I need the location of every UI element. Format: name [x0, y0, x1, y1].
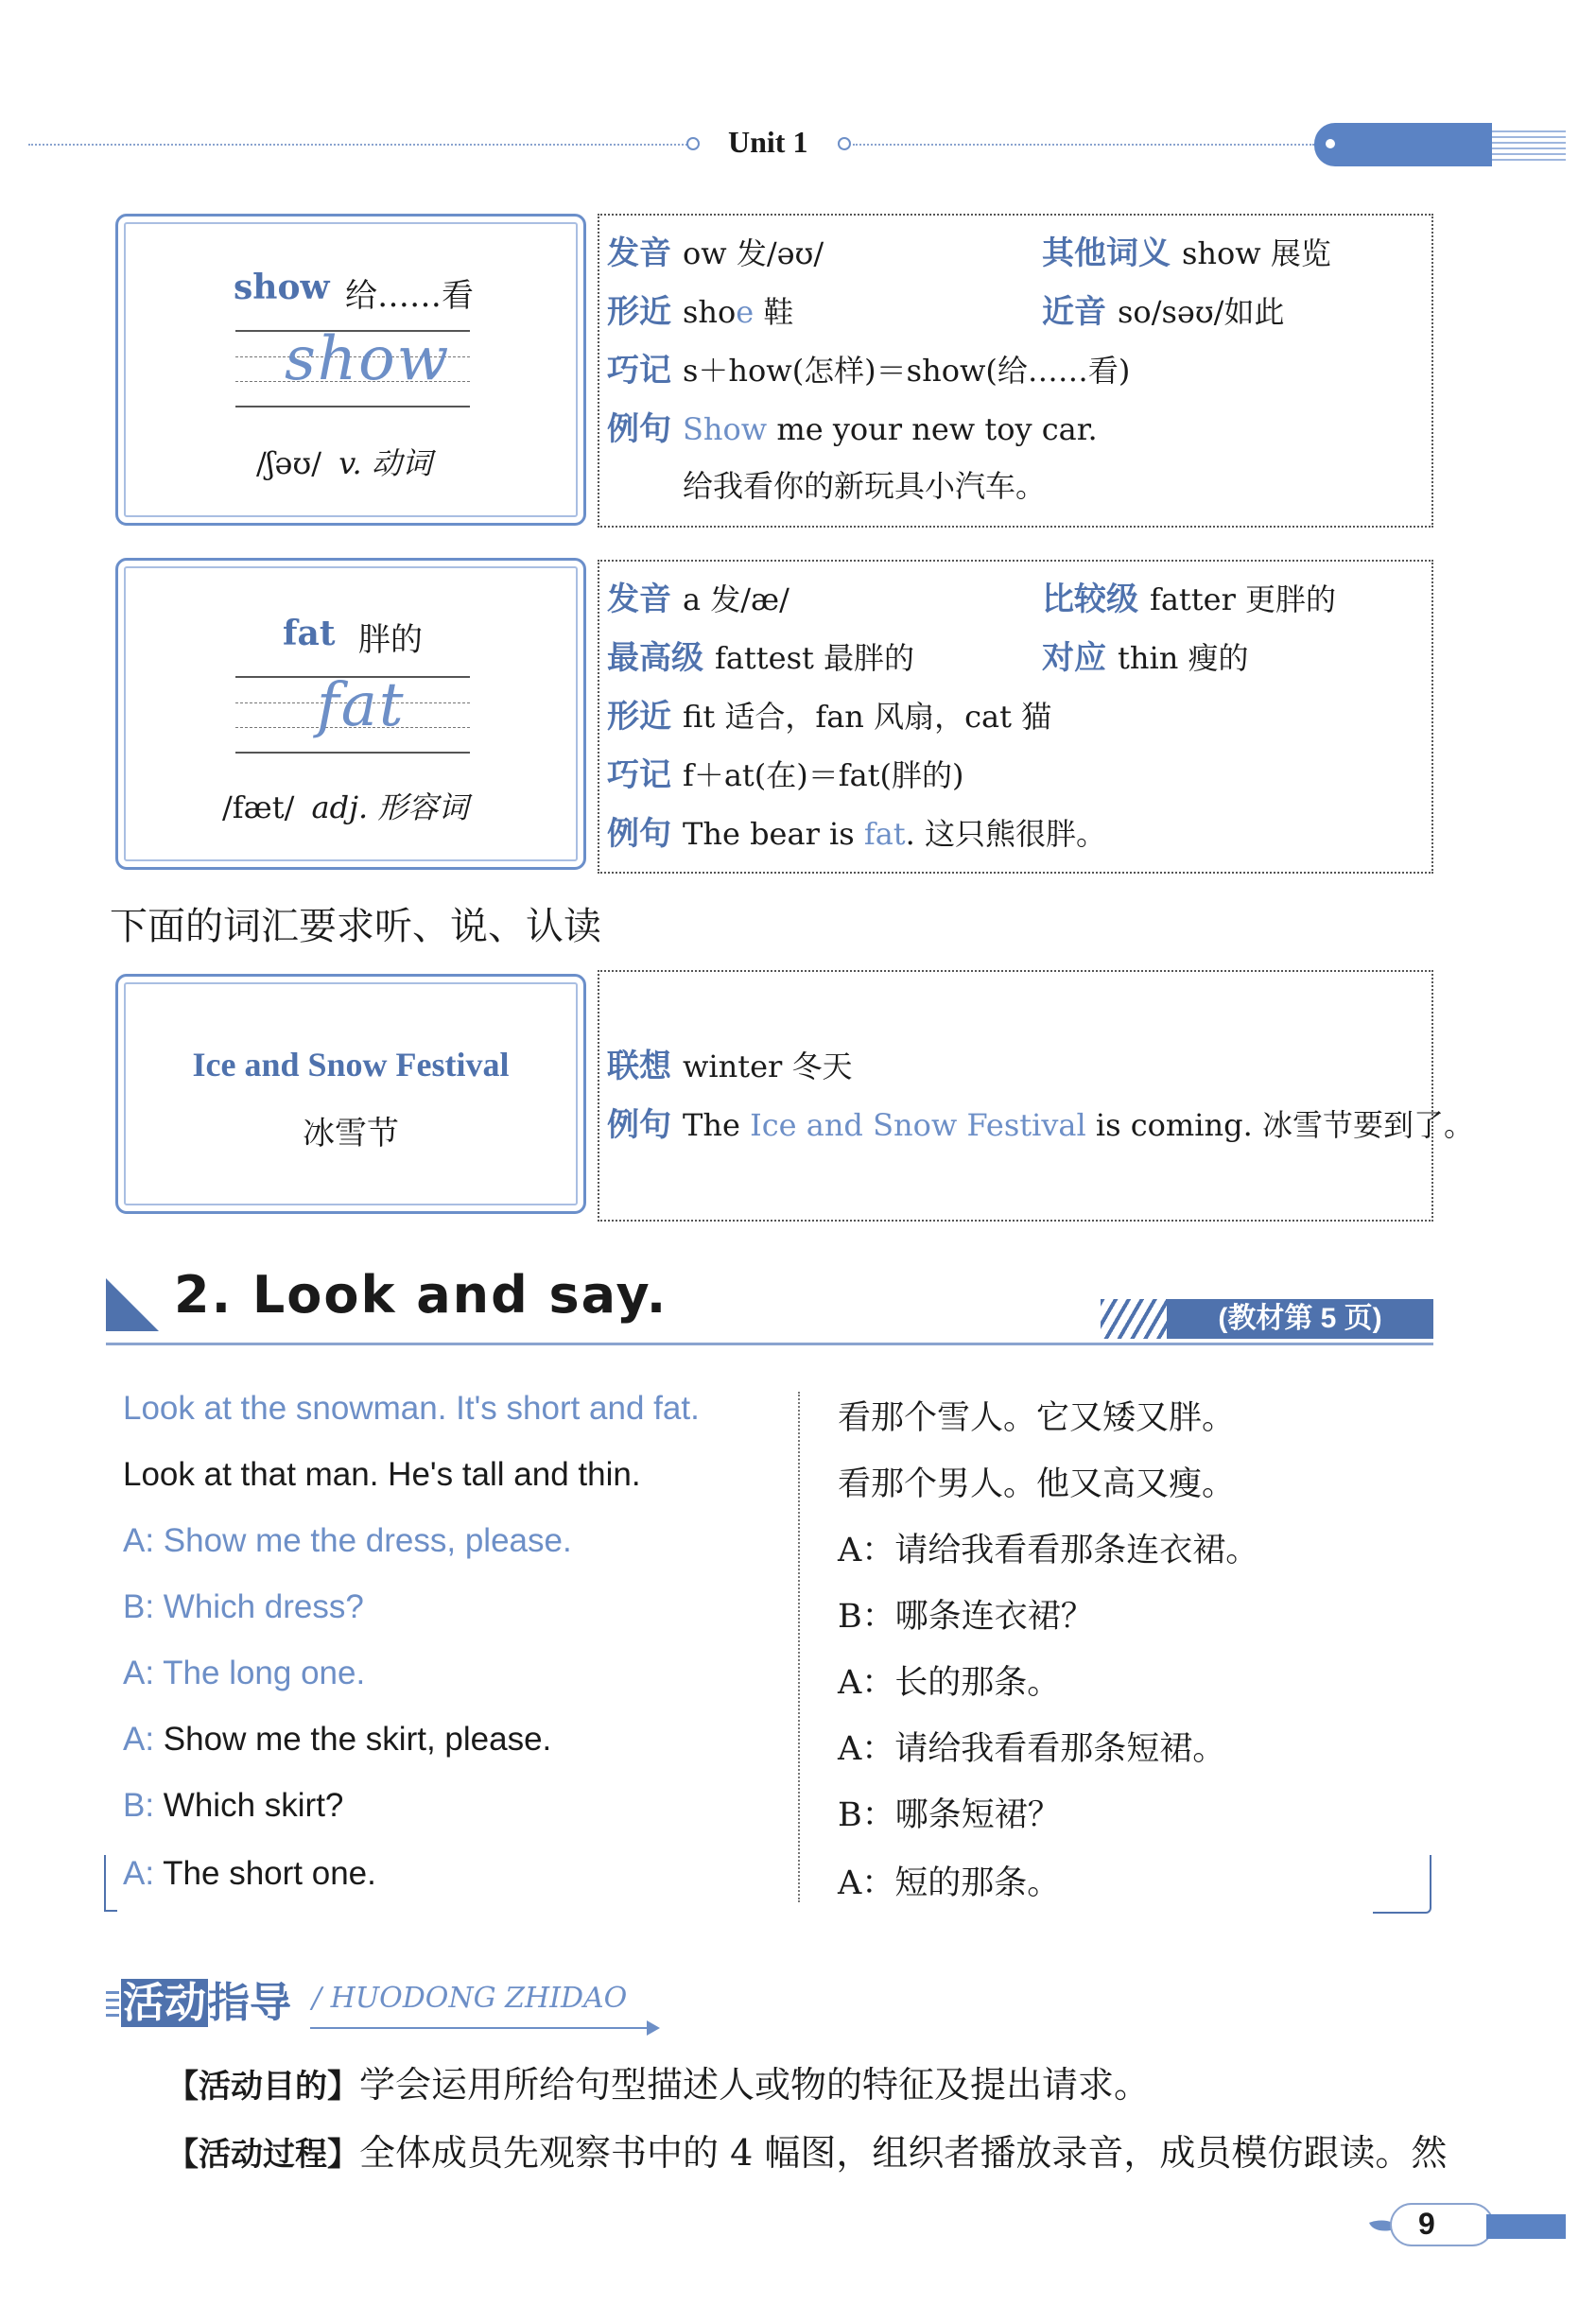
liju-rest: me your new toy car.	[767, 411, 1098, 447]
label-duiying: 对应	[1042, 640, 1106, 676]
section-badge: (教材第 5 页)	[1167, 1299, 1433, 1339]
liju-pre: The bear is	[683, 816, 864, 852]
dialogue-en-2: Look at that man. He's tall and thin.	[123, 1456, 641, 1493]
label-xingjin: 形近	[607, 294, 671, 330]
dialogue-divider	[798, 1392, 800, 1902]
goal-text: 学会运用所给句型描述人或物的特征及提出请求。	[359, 2064, 1151, 2106]
detail-row-other	[1042, 234, 1331, 272]
value-zuigao: fattest 最胖的	[715, 640, 915, 676]
label-other: 其他词义	[1042, 235, 1171, 271]
label-zuigao: 最高级	[607, 640, 703, 676]
dialogue-zh-2: 看那个男人。他又高又瘦。	[838, 1465, 1236, 1503]
header-tab	[1314, 123, 1492, 166]
arrow-head-icon	[647, 2020, 660, 2036]
card-meaning: 给……看	[345, 277, 474, 315]
value-bijiao: fatter 更胖的	[1150, 581, 1337, 617]
word-card-show	[115, 214, 586, 526]
phrase-cn: 冰雪节	[303, 1115, 399, 1153]
speaker: A:	[123, 1721, 155, 1758]
bracket-left	[104, 1855, 117, 1912]
value-fayin: ow 发/əʊ/	[683, 235, 824, 271]
detail-row-liju-cn: 给我看你的新玩具小汽车。	[683, 468, 1047, 504]
section-title: 2. Look and say.	[174, 1265, 668, 1325]
word-detail-show	[598, 214, 1433, 528]
listen-note: 下面的词汇要求听、说、认读	[110, 905, 601, 948]
detail-row-xingjin	[607, 293, 793, 331]
section-badge-stripes	[1101, 1299, 1167, 1339]
label-liju: 例句	[607, 1107, 671, 1143]
liju-highlight: fat	[863, 816, 906, 852]
label-bijiao: 比较级	[1042, 581, 1138, 617]
label-lianxiang: 联想	[607, 1049, 671, 1084]
part-of-speech: v. 动词	[338, 445, 432, 481]
activity-process	[166, 2124, 1447, 2176]
liju-pre: The	[683, 1107, 751, 1143]
dialogue-en-4: B: Which dress?	[123, 1588, 364, 1625]
liju-highlight: Show	[683, 411, 768, 447]
activity-title	[121, 1968, 291, 2029]
part-of-speech: adj. 形容词	[311, 789, 469, 825]
handwriting-word: fat	[317, 670, 406, 740]
label-liju: 例句	[607, 411, 671, 447]
dialogue-zh-8: A：短的那条。	[838, 1864, 1061, 1902]
phonetic: /fæt/	[222, 789, 295, 825]
detail-row-liju	[607, 815, 1106, 853]
bracket-right	[1373, 1855, 1431, 1914]
card-phonetic	[256, 440, 432, 483]
value-xingjin: fit 适合，fan 风扇，cat 猫	[683, 699, 1052, 735]
phonetic: /ʃəʊ/	[256, 445, 322, 481]
value-xingjin-hl: e	[736, 294, 755, 330]
process-label: 【活动过程】	[166, 2136, 359, 2174]
detail-row-qiaoji	[607, 756, 964, 794]
activity-subtitle-text: HUODONG ZHIDAO	[330, 1982, 628, 2015]
card-word: show	[234, 268, 330, 307]
activity-goal	[166, 2055, 1150, 2107]
label-fayin: 发音	[607, 581, 671, 617]
card-phonetic	[222, 784, 468, 827]
header-rule-right	[853, 144, 1314, 146]
word-card-fat	[115, 558, 586, 870]
label-fayin: 发音	[607, 235, 671, 271]
value-jinyin: so/səʊ/如此	[1118, 294, 1285, 330]
header-circle-right	[838, 137, 851, 150]
value-qiaoji: f＋at(在)＝fat(胖的)	[683, 757, 964, 793]
process-text: 全体成员先观察书中的 4 幅图，组织者播放录音，成员模仿跟读。然	[359, 2132, 1448, 2174]
activity-arrow-line	[310, 2027, 651, 2029]
phrase-en: Ice and Snow Festival	[192, 1046, 510, 1083]
page-number: 9	[1418, 2207, 1435, 2241]
value-fayin: a 发/æ/	[683, 581, 789, 617]
value-xingjin-pre: sho	[683, 294, 737, 330]
handwriting-word: show	[285, 324, 451, 394]
detail-row-lianxiang	[607, 1048, 853, 1085]
detail-row-qiaoji	[607, 352, 1130, 390]
activity-title-highlight: 活动	[123, 1979, 206, 2027]
section-underline	[106, 1343, 1433, 1345]
detail-row-zuigao	[607, 639, 914, 677]
handwriting-lines	[235, 670, 470, 754]
activity-subtitle: / HUODONG ZHIDAO	[312, 1982, 628, 2015]
value-lianxiang: winter 冬天	[683, 1049, 853, 1084]
dialogue-en-1: Look at the snowman. It's short and fat.	[123, 1390, 700, 1427]
detail-row-fayin	[607, 581, 789, 618]
dialogue-zh-5: A：长的那条。	[838, 1664, 1061, 1702]
detail-row-duiying	[1042, 639, 1249, 677]
label-liju: 例句	[607, 816, 671, 852]
label-qiaoji: 巧记	[607, 353, 671, 389]
dialogue-zh-3: A：请给我看看那条连衣裙。	[838, 1532, 1259, 1569]
dialogue-zh-1: 看那个雪人。它又矮又胖。	[838, 1399, 1236, 1437]
line: Which skirt?	[154, 1787, 344, 1824]
liju-post: . 这只熊很胖。	[905, 816, 1106, 852]
card-meaning: 胖的	[358, 621, 423, 659]
dialogue-zh-4: B：哪条连衣裙？	[838, 1598, 1094, 1636]
detail-row-bijiao	[1042, 581, 1336, 618]
speaker: B:	[123, 1787, 155, 1824]
unit-title: Unit 1	[728, 125, 808, 159]
phrase-card	[115, 974, 586, 1214]
detail-row-liju	[607, 410, 1098, 448]
liju-post: is coming. 冰雪节要到了。	[1085, 1107, 1474, 1143]
dialogue-en-5: A: The long one.	[123, 1655, 366, 1691]
line: The short one.	[154, 1855, 376, 1892]
detail-row-jinyin	[1042, 293, 1284, 331]
dialogue-en-3: A: Show me the dress, please.	[123, 1522, 572, 1559]
header-rule-left	[28, 144, 690, 146]
dialogue-en-7	[123, 1787, 343, 1825]
word-detail-fat	[598, 560, 1433, 874]
liju-highlight: Ice and Snow Festival	[750, 1107, 1086, 1143]
header-tab-dot	[1326, 139, 1335, 148]
line: Show me the skirt, please.	[154, 1721, 552, 1758]
value-xingjin-post: 鞋	[754, 294, 794, 330]
dialogue-zh-6: A：请给我看看那条短裙。	[838, 1730, 1226, 1768]
header-stripes	[1492, 130, 1566, 163]
section-triangle	[106, 1278, 159, 1331]
dialogue-zh-7: B：哪条短裙？	[838, 1796, 1061, 1834]
header-circle-left	[686, 137, 700, 150]
value-duiying: thin 瘦的	[1118, 640, 1249, 676]
value-qiaoji: s＋how(怎样)＝show(给……看)	[683, 353, 1131, 389]
dialogue-en-8	[123, 1855, 376, 1893]
detail-row-liju	[607, 1106, 1474, 1144]
card-word: fat	[283, 614, 336, 653]
handwriting-lines	[235, 324, 470, 407]
activity-dots	[106, 1991, 119, 2018]
value-other: show 展览	[1182, 235, 1331, 271]
label-xingjin: 形近	[607, 699, 671, 735]
dialogue-en-6	[123, 1721, 551, 1759]
speaker: A:	[123, 1855, 155, 1892]
label-jinyin: 近音	[1042, 294, 1106, 330]
label-qiaoji: 巧记	[607, 757, 671, 793]
activity-title-rest: 指导	[208, 1979, 291, 2027]
page-number-bar	[1486, 2214, 1566, 2239]
detail-row-fayin	[607, 234, 824, 272]
phrase-detail	[598, 970, 1474, 1222]
page-number-pill	[1390, 2203, 1494, 2246]
goal-label: 【活动目的】	[166, 2068, 359, 2106]
detail-row-xingjin	[607, 698, 1051, 736]
